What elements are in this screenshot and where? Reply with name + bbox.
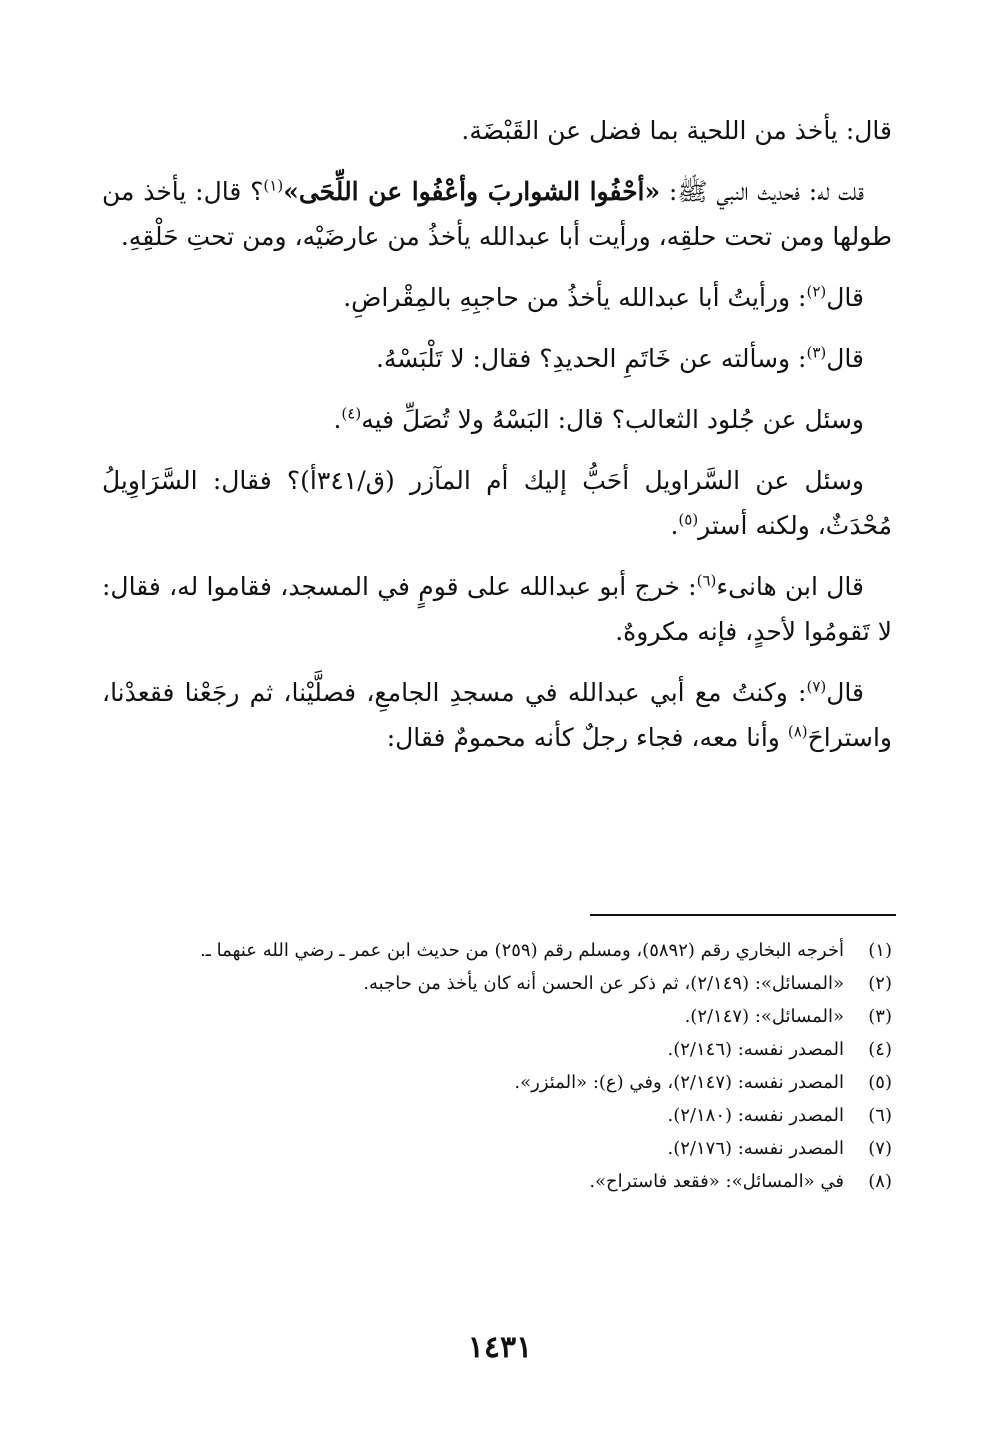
footnote [102,1033,892,1066]
footnote-ref: (٥) [678,510,699,529]
paragraph [102,670,892,760]
paragraph-text: : وسألته عن خَاتَمِ الحديدِ؟ فقال: لا تَلْبَسْهُ. [375,344,807,373]
footnote-ref: (٣) [806,343,827,362]
footnote-number: (٢) [868,973,892,994]
footnote-ref: (٧) [806,677,827,696]
paragraph-text: : ورأيتُ أبا عبدالله يأخذُ من حاجبِهِ بالمِقْراضِ. [343,283,807,312]
paragraph [102,108,892,153]
main-text [102,108,892,776]
footnote-number: (٨) [868,1171,892,1192]
paragraph [102,169,892,259]
footnote-text: أخرجه البخاري رقم (٥٨٩٢)، ومسلم رقم (٢٥٩) من حديث ابن عمر ـ رضي الله عنهما ـ. [199,940,844,961]
footnote-ref: (٤) [341,404,362,423]
paragraph-text: قال ابن هانىء [716,572,864,601]
hadith-quote: «أحْفُوا الشواربَ وأعْفُوا عن اللِّحَى» [283,177,661,206]
footnote-number: (٧) [868,1138,892,1159]
footnote [102,934,892,967]
footnote-text: في «المسائل»: «فقعد فاستراح». [589,1171,844,1192]
footnote-number: (٦) [868,1105,892,1126]
footnote-number: (٤) [868,1039,892,1060]
footnote [102,1000,892,1033]
footnote-text: المصدر نفسه: (٢/١٤٧)، وفي (ع): «المئزر». [514,1072,844,1093]
page-number: ١٤٣١ [467,1330,533,1365]
footnote-text: المصدر نفسه: (٢/١٤٦). [667,1039,844,1060]
paragraph-text: قال [826,344,864,373]
footnote-text: «المسائل»: (٢/١٤٩)، ثم ذكر عن الحسن أنه كان يأخذ من حاجبه. [363,973,844,994]
footnote-ref: (٦) [696,571,717,590]
paragraph [102,336,892,381]
paragraph-text: وأنا معه، فجاء رجلٌ كأنه محمومٌ فقال: [386,723,788,752]
footnote-ref: (٢) [806,282,827,301]
footnote-text: المصدر نفسه: (٢/١٧٦). [667,1138,844,1159]
footnote-number: (١) [868,940,892,961]
footnotes [102,934,892,1198]
paragraph-text: قلت له: فحديث النبي ﷺ: [660,177,864,206]
paragraph [102,458,892,548]
paragraph-text: : خرج أبو عبدالله على قومٍ في المسجد، فقاموا له، فقال: لا تَقومُوا لأحدٍ، فإنه مكروهٌ. [102,572,892,646]
paragraph-text: قال [826,283,864,312]
footnote [102,1099,892,1132]
paragraph-text: قال [826,678,864,707]
paragraph-text: ؟ قال: يأخذ من طولها ومن تحت حلقِه، ورأيت أبا عبدالله يأخذُ من عارضَيْه، ومن تحتِ حَلْقِهِ. [102,177,892,251]
paragraph-text: . [670,511,679,540]
paragraph-text: وسئل عن السَّراويل أحَبُّ إليك أم المآزر (ق/٣٤١أ)؟ فقال: السَّرَاوِيلُ مُحْدَثٌ، ولكنه أستر [102,466,892,540]
paragraph-text: : وكنتُ مع أبي عبدالله في مسجدِ الجامعِ، فصلَّيْنا، ثم رجَعْنا فقعدْنا، واستراحَ [102,678,892,752]
footnote [102,1132,892,1165]
footnote-separator [590,914,896,916]
footnote-ref: (٨) [787,722,808,741]
footnote [102,1066,892,1099]
footnote-number: (٥) [868,1072,892,1093]
paragraph-text: وسئل عن جُلود الثعالب؟ قال: البَسْهُ ولا تُصَلِّ فيه [361,405,864,434]
paragraph-text: . [333,405,342,434]
footnote-ref: (١) [263,176,284,195]
paragraph [102,275,892,320]
footnote-number: (٣) [868,1006,892,1027]
footnote-text: «المسائل»: (٢/١٤٧). [684,1006,844,1027]
paragraph-text: قال: يأخذ من اللحية بما فضل عن القَبْضَة. [461,116,892,145]
footnote-text: المصدر نفسه: (٢/١٨٠). [667,1105,844,1126]
footnote [102,967,892,1000]
paragraph [102,564,892,654]
footnote [102,1165,892,1198]
paragraph [102,397,892,442]
